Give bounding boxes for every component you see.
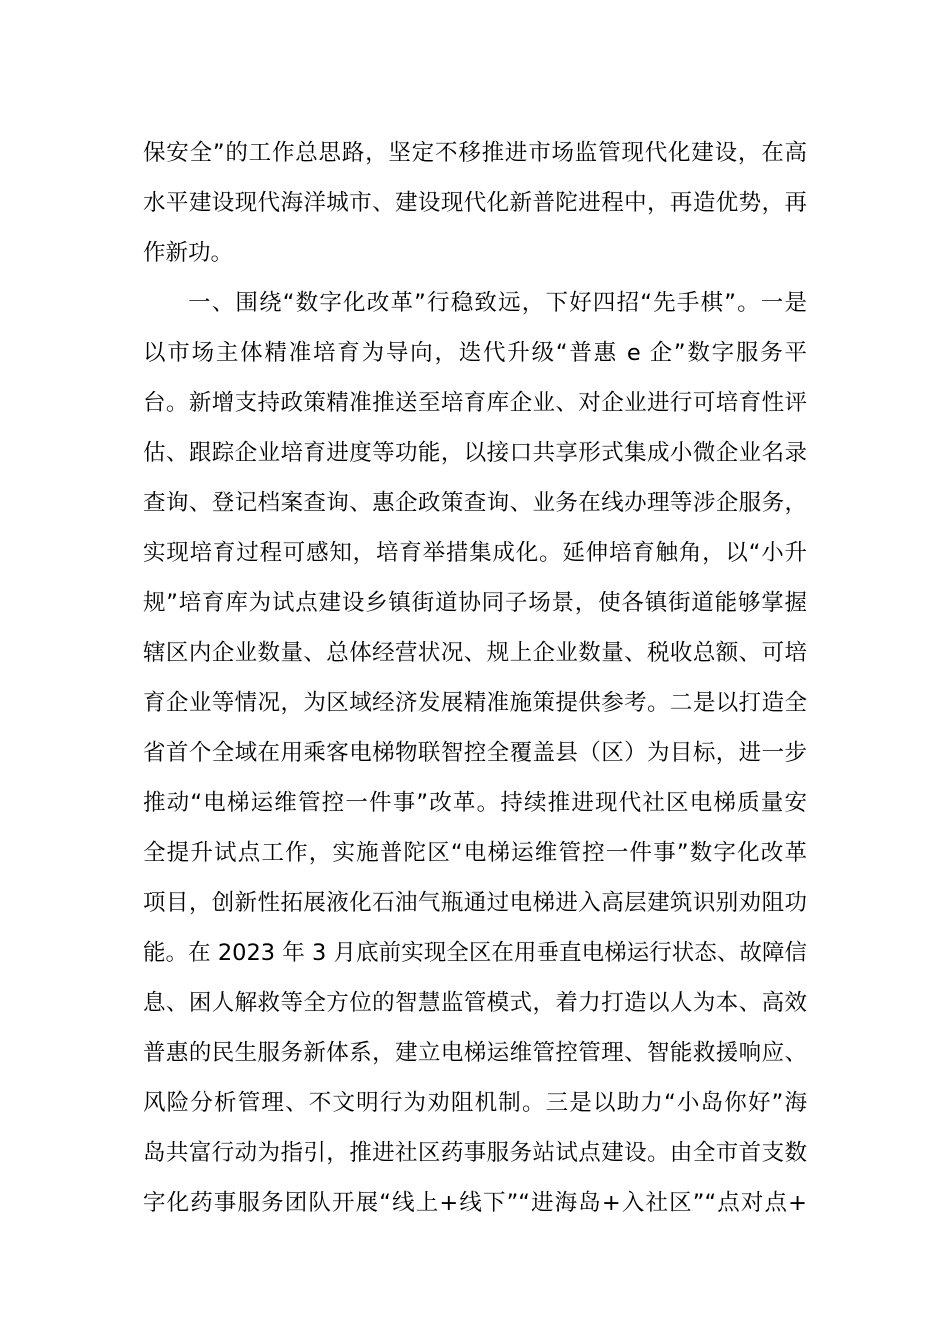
paragraph-line: 保安全”的工作总思路，坚定不移推进市场监管现代化建设，在高 [143, 140, 807, 166]
paragraph-line: 省首个全域在用乘客电梯物联智控全覆盖县（区）为目标，进一步 [143, 740, 807, 766]
paragraph-line: 查询、登记档案查询、惠企政策查询、业务在线办理等涉企服务， [143, 490, 807, 516]
paragraph-line: 普惠的民生服务新体系，建立电梯运维管控管理、智能救援响应、 [143, 1040, 807, 1066]
paragraph-line: 息、困人解救等全方位的智慧监管模式，着力打造以人为本、高效 [143, 990, 807, 1016]
paragraph-line: 以市场主体精准培育为导向，迭代升级“普惠 e 企”数字服务平 [143, 340, 807, 366]
paragraph-line: 育企业等情况，为区域经济发展精准施策提供参考。二是以打造全 [143, 690, 807, 716]
paragraph-line: 实现培育过程可感知，培育举措集成化。延伸培育触角，以“小升 [143, 540, 807, 566]
paragraph-line: 作新功。 [143, 240, 234, 266]
paragraph-line: 项目，创新性拓展液化石油气瓶通过电梯进入高层建筑识别劝阻功 [143, 890, 807, 916]
paragraph-line: 台。新增支持政策精准推送至培育库企业、对企业进行可培育性评 [143, 390, 807, 416]
paragraph-line: 辖区内企业数量、总体经营状况、规上企业数量、税收总额、可培 [143, 640, 807, 666]
paragraph-line: 全提升试点工作，实施普陀区“电梯运维管控一件事”数字化改革 [143, 840, 807, 866]
paragraph-line: 岛共富行动为指引，推进社区药事服务站试点建设。由全市首支数 [143, 1140, 807, 1166]
paragraph-line: 风险分析管理、不文明行为劝阻机制。三是以助力“小岛你好”海 [143, 1090, 807, 1116]
section-heading-line: 一、围绕“数字化改革”行稳致远，下好四招“先手棋”。一是 [188, 290, 807, 316]
paragraph-line: 字化药事服务团队开展“线上+线下”“进海岛+入社区”“点对点+ [143, 1190, 807, 1216]
paragraph-line: 水平建设现代海洋城市、建设现代化新普陀进程中，再造优势，再 [143, 190, 807, 216]
paragraph-line: 规”培育库为试点建设乡镇街道协同子场景，使各镇街道能够掌握 [143, 590, 807, 616]
paragraph-line: 推动“电梯运维管控一件事”改革。持续推进现代社区电梯质量安 [143, 790, 807, 816]
paragraph-line: 估、跟踪企业培育进度等功能，以接口共享形式集成小微企业名录 [143, 440, 807, 466]
paragraph-line: 能。在 2023 年 3 月底前实现全区在用垂直电梯运行状态、故障信 [143, 940, 807, 966]
